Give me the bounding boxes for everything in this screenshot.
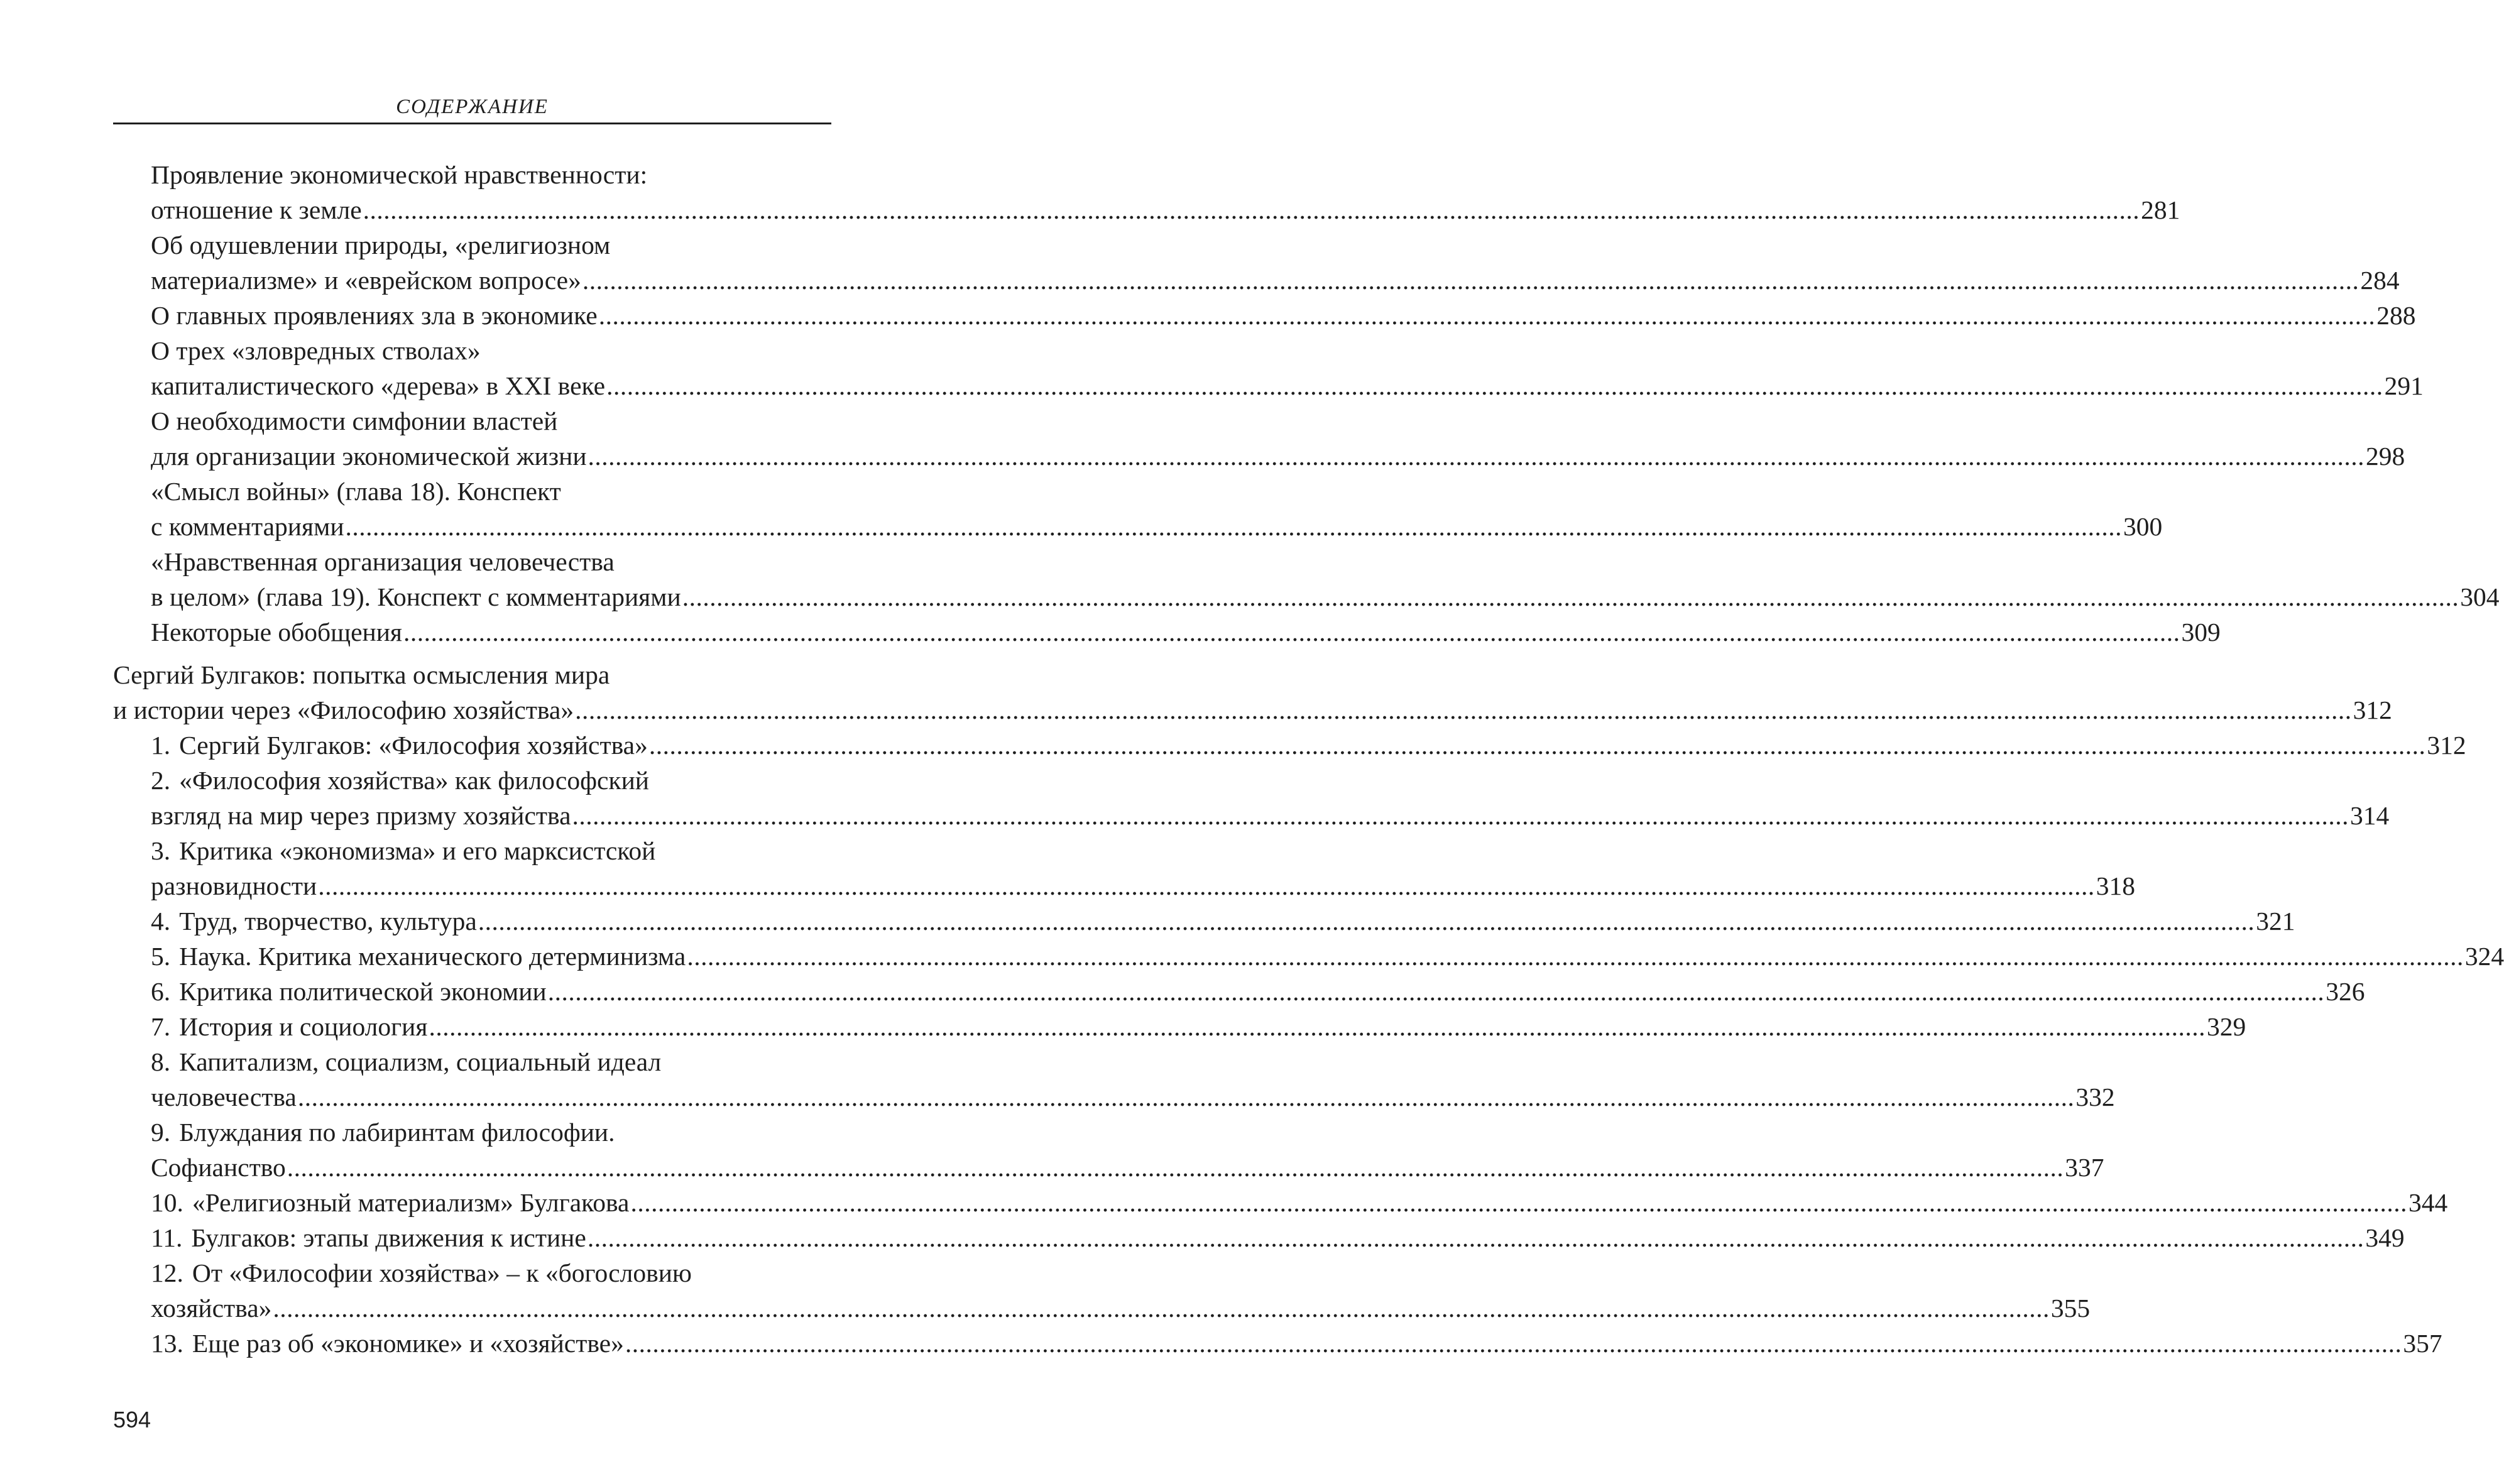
toc-entry [113,333,2424,403]
toc-entry-line [151,474,831,509]
toc-entry-line [113,657,831,692]
toc-entry-title: «Смысл войны» (глава 18). Конспект [151,477,561,506]
dot-leader: .................................................................................................................................................................................................................................................................... [478,907,2255,936]
toc-page-number: 321 [2256,907,2295,936]
toc-entry-last-line [151,1220,2405,1255]
toc-entry [113,833,2135,903]
toc-entry-last-line [151,1185,2448,1220]
toc-page-number: 332 [2075,1083,2115,1111]
dot-leader: .................................................................................................................................................................................................................................................................... [287,1153,2064,1182]
dot-leader: .................................................................................................................................................................................................................................................................... [345,512,2123,541]
toc-entry [113,157,2180,227]
toc-entry [113,974,2365,1009]
toc-page-number: 326 [2326,977,2365,1006]
dot-leader: .................................................................................................................................................................................................................................................................... [648,731,2426,760]
dot-leader: .................................................................................................................................................................................................................................................................... [575,696,2352,724]
toc-entry-number: 12. [151,1258,183,1287]
toc-entry-last-line [151,868,2135,903]
toc-entry-title: Капитализм, социализм, социальный идеал [179,1047,662,1076]
toc-page-number: 344 [2408,1188,2448,1217]
toc-entry-number: 7. [151,1012,171,1041]
toc-page-number: 298 [2366,442,2405,471]
toc-entry [113,1115,2104,1185]
toc-entry [113,227,2400,298]
dot-leader: .................................................................................................................................................................................................................................................................... [297,1083,2075,1111]
toc-entry-line [151,1255,831,1290]
toc-entry-last-line [151,298,2416,333]
table-of-contents [113,157,2504,1361]
toc-entry-last-line [151,1326,2442,1361]
toc-entry-last-line [151,263,2400,298]
dot-leader: .................................................................................................................................................................................................................................................................... [588,442,2365,471]
toc-page-number: 291 [2384,371,2424,400]
toc-page-number: 300 [2123,512,2163,541]
toc-page-number: 309 [2181,618,2221,647]
toc-entry-title: отношение к земле [151,195,362,224]
toc-entry-number: 10. [151,1188,183,1217]
toc-entry-line [151,763,831,798]
toc-entry [113,1326,2442,1361]
toc-entry-line [151,333,831,368]
toc-entry-title: Труд, творчество, культура [179,907,477,936]
dot-leader: .................................................................................................................................................................................................................................................................... [547,977,2325,1006]
toc-entry-last-line [151,939,2504,974]
dot-leader: .................................................................................................................................................................................................................................................................... [273,1294,2050,1323]
header-rule [113,123,831,124]
toc-entry-last-line [151,509,2163,544]
toc-entry-line [151,1115,831,1150]
toc-entry-title: хозяйства» [151,1294,272,1323]
toc-entry-title: О необходимости симфонии властей [151,406,558,435]
toc-entry-title: Об одушевлении природы, «религиозном [151,231,611,259]
toc-entry [113,544,2500,614]
toc-page-number: 357 [2403,1329,2442,1358]
dot-leader: .................................................................................................................................................................................................................................................................... [687,942,2464,971]
toc-entry-title: Сергий Булгаков: «Философия хозяйства» [179,731,648,760]
toc-entry-title: с комментариями [151,512,344,541]
toc-entry [113,298,2416,333]
toc-entry-title: Проявление экономической нравственности: [151,160,648,189]
dot-leader: .................................................................................................................................................................................................................................................................... [598,301,2376,330]
toc-entry-title: в целом» (глава 19). Конспект с комментариями [151,582,681,611]
toc-entry-last-line [151,1079,2115,1115]
toc-entry [113,1255,2091,1326]
toc-entry-title: «Религиозный материализм» Булгакова [192,1188,630,1217]
toc-entry-title: Некоторые обобщения [151,618,403,647]
toc-entry-last-line [151,1290,2091,1326]
toc-entry-last-line [151,439,2405,474]
running-head: СОДЕРЖАНИЕ [396,95,549,118]
toc-entry [113,728,2466,763]
dot-leader: .................................................................................................................................................................................................................................................................... [429,1012,2206,1041]
toc-entry [113,939,2504,974]
toc-entry [113,763,2390,833]
toc-entry-last-line [151,903,2295,939]
toc-entry-line [151,1044,831,1079]
toc-entry-title: Сергий Булгаков: попытка осмысления мира [113,660,610,689]
toc-entry-line [151,227,831,263]
toc-entry-last-line [151,728,2466,763]
toc-entry-last-line [151,368,2424,403]
toc-entry-number: 13. [151,1329,183,1358]
toc-entry-last-line [151,974,2365,1009]
toc-entry-line [151,833,831,868]
toc-page-number: 324 [2464,942,2504,971]
toc-entry-title: Булгаков: этапы движения к истине [191,1223,586,1252]
toc-entry [113,474,2163,544]
toc-entry-title: Наука. Критика механического детерминизма [179,942,686,971]
toc-entry-title: человечества [151,1083,297,1111]
toc-entry-title: Критика политической экономии [179,977,547,1006]
toc-page-number: 304 [2460,582,2500,611]
toc-entry-last-line [151,1150,2104,1185]
toc-entry-title: О трех «зловредных стволах» [151,336,481,365]
dot-leader: .................................................................................................................................................................................................................................................................... [403,618,2180,647]
toc-entry-title: Софианство [151,1153,286,1182]
toc-page-number: 329 [2206,1012,2246,1041]
toc-entry-number: 4. [151,907,171,936]
toc-page-number: 314 [2350,801,2390,830]
toc-entry-title: «Философия хозяйства» как философский [179,766,649,795]
toc-entry [113,657,2392,728]
dot-leader: .................................................................................................................................................................................................................................................................... [682,582,2459,611]
toc-entry-number: 9. [151,1118,171,1147]
toc-entry-line [151,544,831,579]
toc-entry [113,1044,2115,1115]
toc-entry-title: Критика «экономизма» и его марксистской [179,836,656,865]
toc-entry [113,403,2405,474]
toc-entry-title: История и социология [179,1012,428,1041]
toc-entry-title: для организации экономической жизни [151,442,587,471]
toc-entry [113,903,2295,939]
dot-leader: .................................................................................................................................................................................................................................................................... [606,371,2383,400]
toc-entry-last-line [151,1009,2246,1044]
toc-entry-last-line [151,798,2390,833]
toc-entry [113,614,2221,650]
toc-entry-number: 8. [151,1047,171,1076]
dot-leader: .................................................................................................................................................................................................................................................................... [318,871,2095,900]
toc-entry-title: Блуждания по лабиринтам философии. [179,1118,615,1147]
toc-entry-line [151,157,831,192]
toc-entry-number: 2. [151,766,171,795]
toc-entry-number: 11. [151,1223,183,1252]
toc-entry-line [151,403,831,439]
toc-page-number: 312 [2353,696,2392,724]
toc-entry-title: и истории через «Философию хозяйства» [113,696,574,724]
toc-entry-last-line [151,579,2500,614]
toc-page-number: 355 [2050,1294,2091,1323]
toc-entry-number: 5. [151,942,171,971]
toc-entry-number: 6. [151,977,171,1006]
toc-page-number: 288 [2376,301,2416,330]
toc-entry-number: 3. [151,836,171,865]
page-number: 594 [113,1407,151,1432]
toc-entry-title: взгляд на мир через призму хозяйства [151,801,571,830]
toc-page-number: 318 [2096,871,2135,900]
toc-entry-title: материализме» и «еврейском вопросе» [151,266,581,295]
toc-entry-last-line [113,692,2392,728]
dot-leader: .................................................................................................................................................................................................................................................................... [587,1223,2365,1252]
dot-leader: .................................................................................................................................................................................................................................................................... [625,1329,2402,1358]
dot-leader: .................................................................................................................................................................................................................................................................... [363,195,2140,224]
toc-page-number: 337 [2065,1153,2104,1182]
toc-page-number: 349 [2365,1223,2405,1252]
toc-page-number: 284 [2360,266,2400,295]
toc-entry [113,1009,2246,1044]
toc-entry-title: капиталистического «дерева» в XXI веке [151,371,606,400]
dot-leader: .................................................................................................................................................................................................................................................................... [572,801,2349,830]
toc-page-number: 281 [2141,195,2180,224]
toc-entry [113,1220,2405,1255]
toc-entry-title: разновидности [151,871,317,900]
dot-leader: .................................................................................................................................................................................................................................................................... [630,1188,2407,1217]
toc-entry [113,1185,2448,1220]
toc-entry-title: «Нравственная организация человечества [151,547,615,576]
toc-entry-number: 1. [151,731,171,760]
toc-entry-last-line [151,192,2180,227]
toc-entry-title: Еще раз об «экономике» и «хозяйстве» [192,1329,624,1358]
dot-leader: .................................................................................................................................................................................................................................................................... [582,266,2359,295]
toc-entry-last-line [151,614,2221,650]
toc-entry-title: О главных проявлениях зла в экономике [151,301,598,330]
toc-page-number: 312 [2427,731,2466,760]
toc-entry-title: От «Философии хозяйства» – к «богословию [192,1258,692,1287]
